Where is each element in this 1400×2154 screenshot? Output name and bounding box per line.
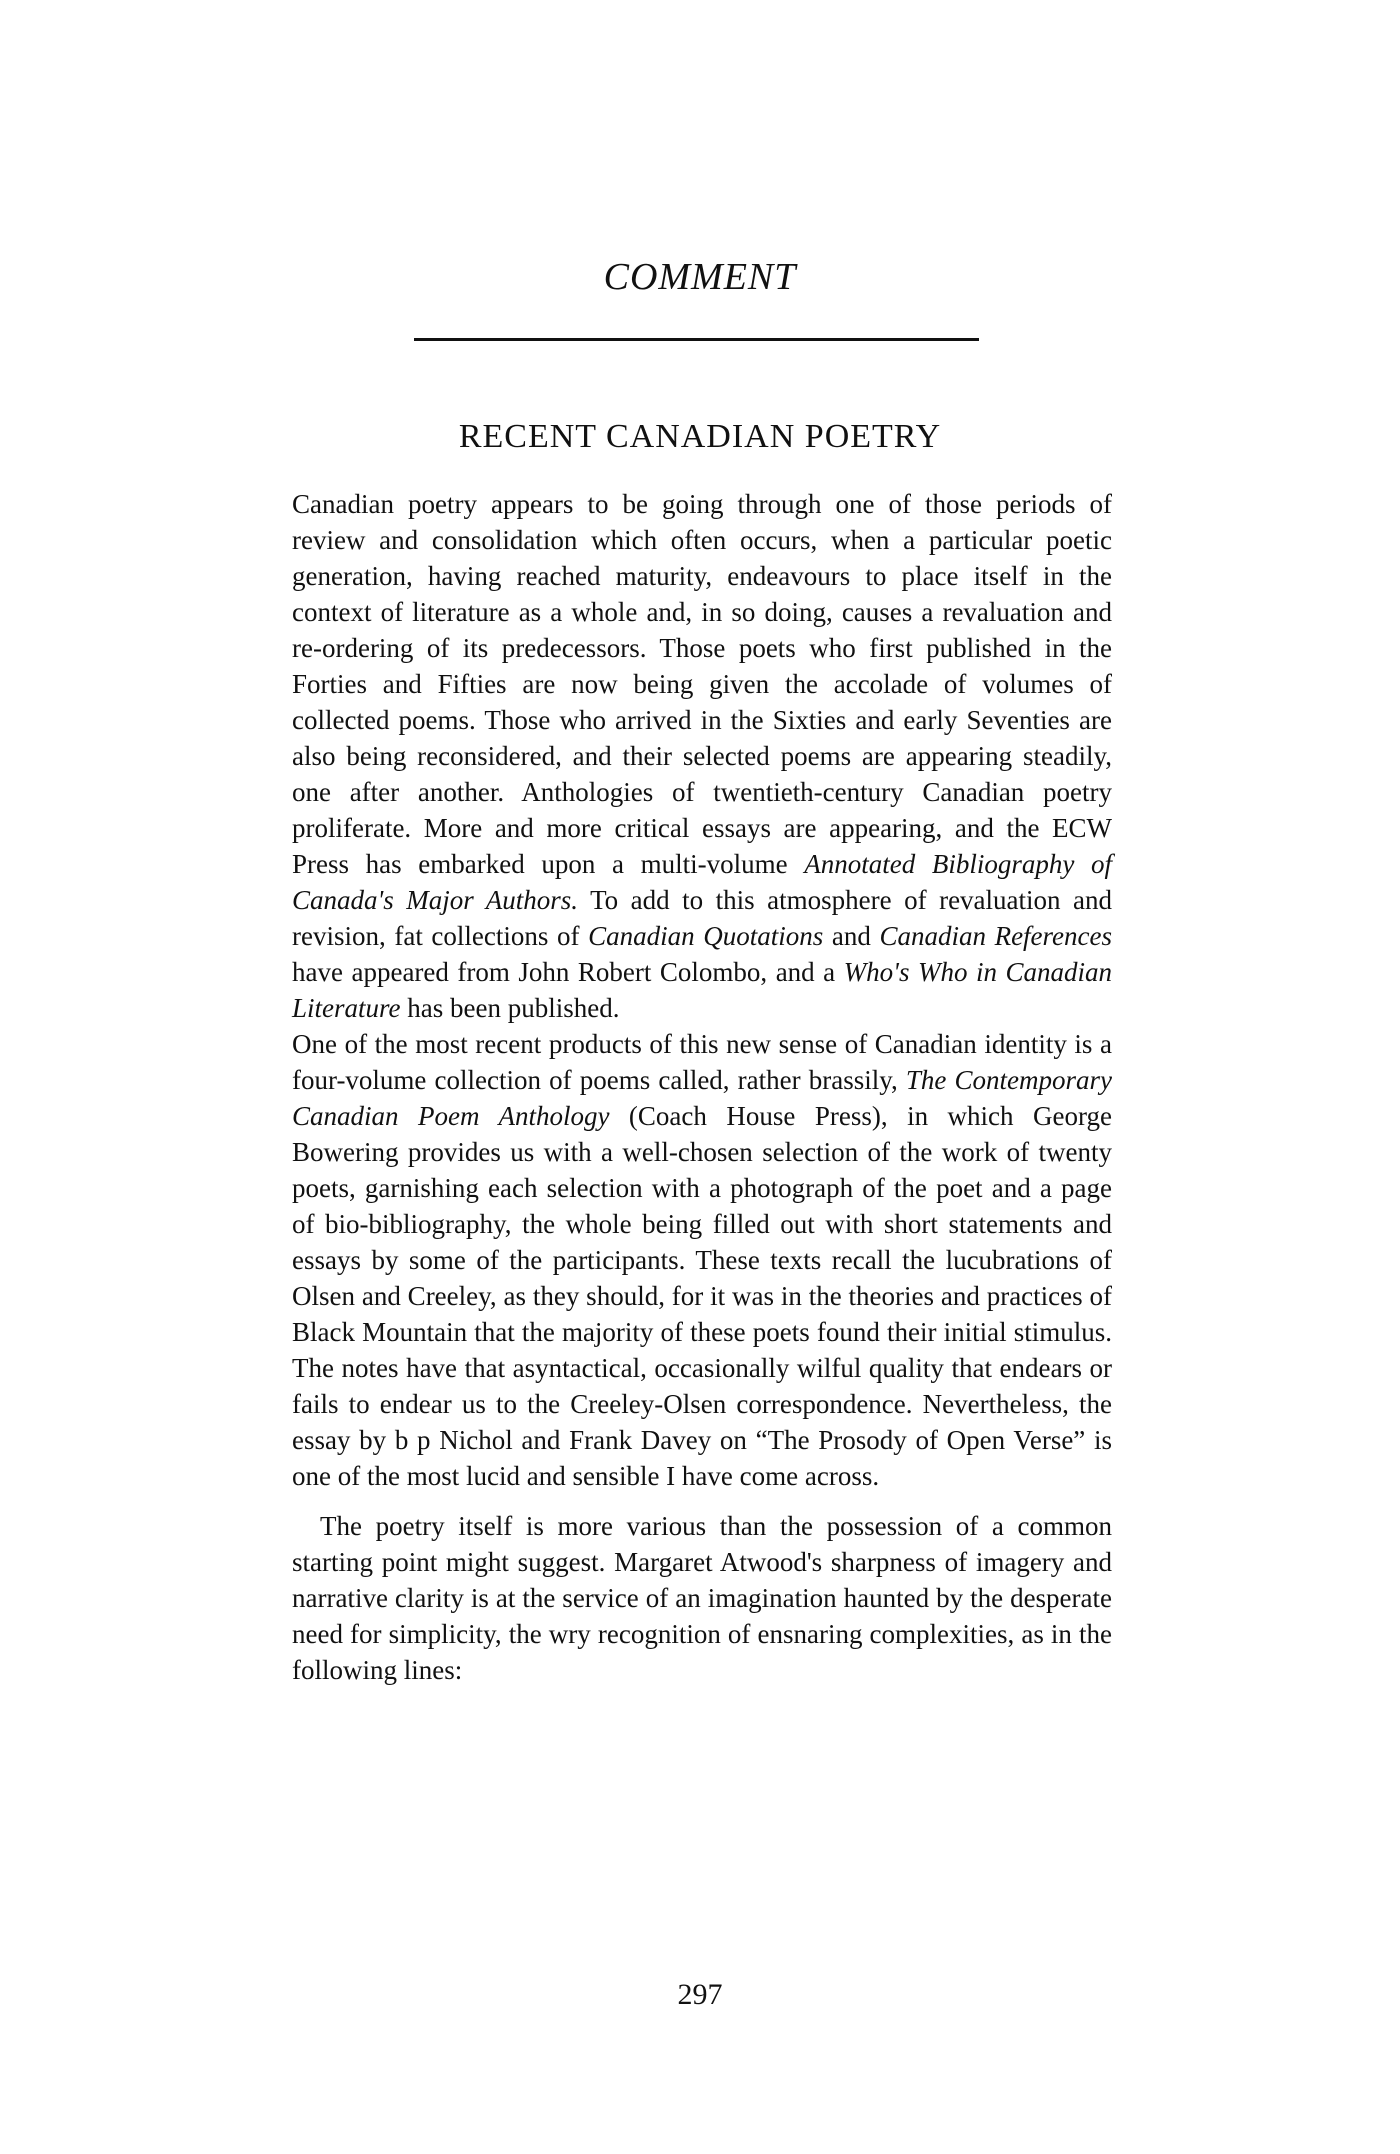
text-run-italic: Canadian Quotations [588, 921, 824, 951]
page-number: 297 [677, 1978, 723, 2011]
text-run: To add to this atmosphere of revaluation and revision, fat collections of [292, 885, 1113, 951]
text-run: and [823, 921, 880, 951]
text-run-italic: Annotated Bibliography of Canada's Major Authors. [292, 849, 1112, 915]
text-run: Canadian poetry appears to be going through one of those periods of review and consolidation which often occurs, when a particular poetic generation, having reached maturity, endeavours to place itself in the context of literature as a whole and, in so doing, causes a revaluation and re-ordering of its predecessors. Those poets who first published in the Forties and Fifties are now being given the accolade of volumes of collected poems. Those who arrived in the Sixties and early Seventies are also being reconsidered, and their selected poems are appearing steadily, one after another. Anthologies of twentieth-century Canadian poetry proliferate. More and more critical essays are appearing, and the ECW Press has embarked upon a multi-volume [292, 489, 1112, 879]
article-body [292, 486, 1112, 1688]
text-run-italic: Who's Who in Canadian Literature [292, 957, 1112, 1023]
title-divider [414, 338, 979, 341]
text-run: (Coach House Press), in which George Bowering provides us with a well-chosen selection of the work of twenty poets, garnishing each selection with a photograph of the poet and a page of bio-bibliography, the whole being filled out with short statements and essays by some of the participants. These texts recall the lucubrations of Olsen and Creeley, as they should, for it was in the theories and practices of Black Mountain that the majority of these poets found their initial stimulus. The notes have that asyntactical, occasionally wilful quality that endears or fails to endear us to the Creeley-Olsen correspondence. Nevertheless, the essay by b p Nichol and Frank Davey on “The Prosody of Open Verse” is one of the most lucid and sensible I have come across. [292, 1101, 1112, 1491]
text-run-italic: Canadian References [879, 921, 1112, 951]
section-label: COMMENT [603, 256, 797, 298]
paragraph-2 [292, 1026, 1112, 1494]
text-run: has been published. [400, 993, 620, 1023]
article-title: RECENT CANADIAN POETRY [458, 418, 942, 455]
text-run-italic: The Contemporary Canadian Poem Anthology [292, 1065, 1112, 1131]
text-run: The poetry itself is more various than the possession of a common starting point might suggest. Margaret Atwood's sharpness of imagery and narrative clarity is at the service of an imagination haunted by the desperate need for simplicity, the wry recognition of ensnaring complexities, as in the following lines: [292, 1511, 1112, 1685]
paragraph-1 [292, 486, 1112, 1026]
text-run: have appeared from John Robert Colombo, and a [292, 957, 844, 987]
text-run: One of the most recent products of this new sense of Canadian identity is a four-volume collection of poems called, rather brassily, [292, 1029, 1112, 1095]
paragraph-3 [292, 1508, 1112, 1688]
